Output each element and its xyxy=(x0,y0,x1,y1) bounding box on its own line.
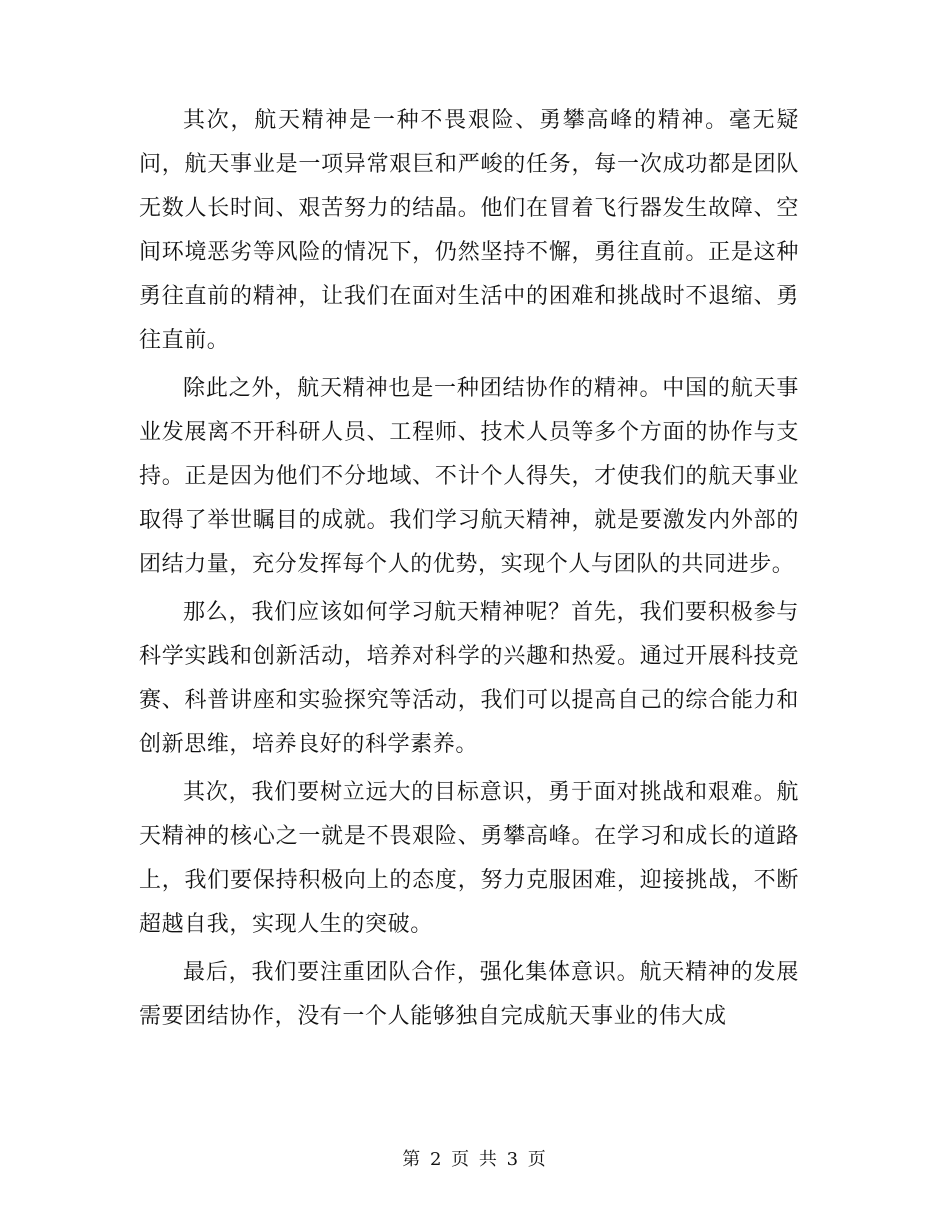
paragraph-1: 其次，航天精神是一种不畏艰险、勇攀高峰的精神。毫无疑问，航天事业是一项异常艰巨和严峻的任务，每一次成功都是团队无数人长时间、艰苦努力的结晶。他们在冒着飞行器发生故障、空间环境恶劣等风险的情况下，仍然坚持不懈，勇往直前。正是这种勇往直前的精神，让我们在面对生活中的困难和挑战时不退缩、勇往直前。 xyxy=(139,108,799,353)
page-number-footer: 第 2 页 共 3 页 xyxy=(402,1149,548,1170)
paragraph-5: 最后，我们要注重团队合作，强化集体意识。航天精神的发展需要团结协作，没有一个人能够独自完成航天事业的伟大成 xyxy=(139,960,799,1029)
document-body xyxy=(139,99,799,1043)
paragraph-4: 其次，我们要树立远大的目标意识，勇于面对挑战和艰难。航天精神的核心之一就是不畏艰险、勇攀高峰。在学习和成长的道路上，我们要保持积极向上的态度，努力克服困难，迎接挑战，不断超越自我，实现人生的突破。 xyxy=(139,780,799,937)
paragraph-2: 除此之外，航天精神也是一种团结协作的精神。中国的航天事业发展离不开科研人员、工程师、技术人员等多个方面的协作与支持。正是因为他们不分地域、不计个人得失，才使我们的航天事业取得了举世瞩目的成就。我们学习航天精神，就是要激发内外部的团结力量，充分发挥每个人的优势，实现个人与团队的共同进步。 xyxy=(139,376,799,577)
paragraph-3: 那么，我们应该如何学习航天精神呢？首先，我们要积极参与科学实践和创新活动，培养对科学的兴趣和热爱。通过开展科技竞赛、科普讲座和实验探究等活动，我们可以提高自己的综合能力和创新思维，培养良好的科学素养。 xyxy=(139,600,799,757)
